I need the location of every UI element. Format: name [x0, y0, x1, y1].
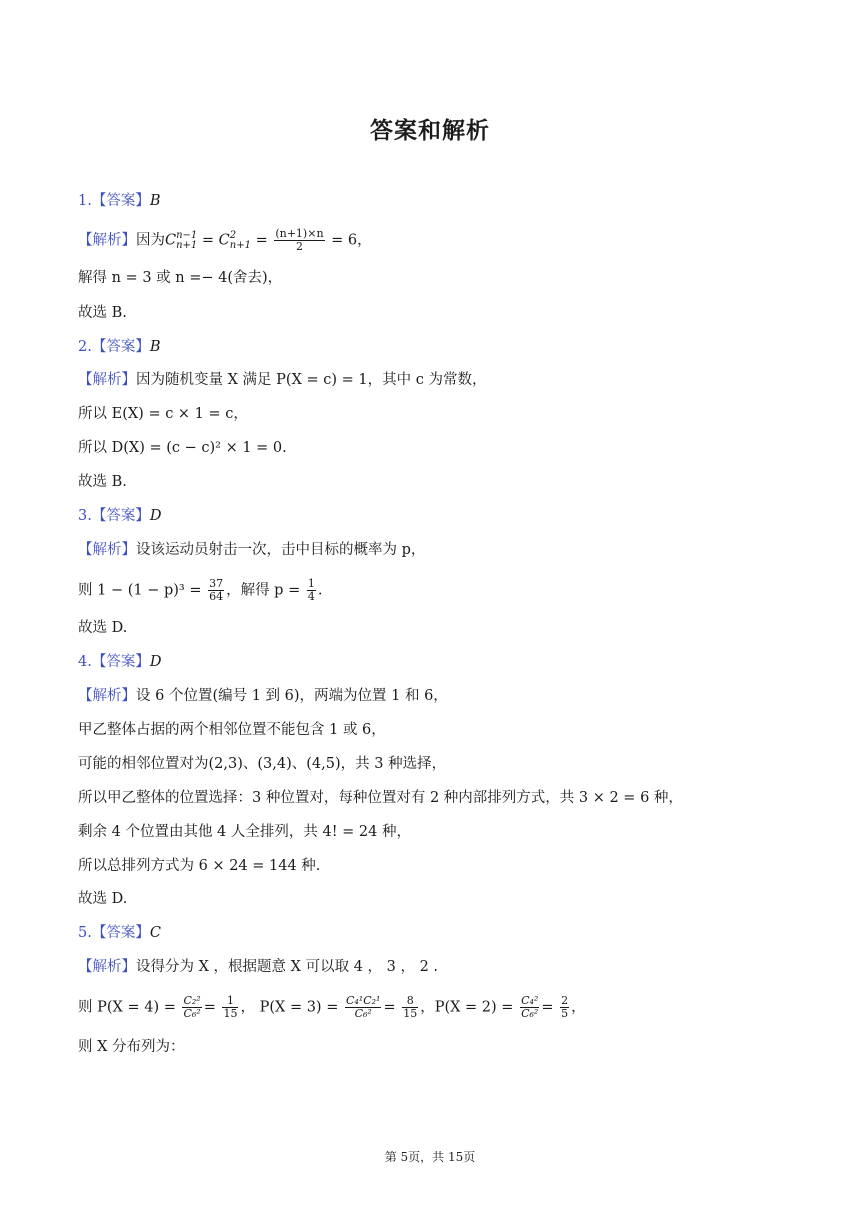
q5-p2-result: [560, 995, 569, 1020]
q1-equals: =: [201, 232, 215, 249]
q3-frac1-num: 37: [209, 577, 224, 590]
q1-frac-den: 2: [295, 240, 303, 253]
q4-line5: 剩余 4 个位置由其他 4 人全排列，共 4! = 24 种，: [78, 824, 411, 840]
q1-sup-1: n−1: [176, 229, 198, 241]
q4-line3: 可能的相邻位置对为(2,3)、(3,4)、(4,5)，共 3 种选择，: [78, 756, 447, 772]
q1-explanation-line1: [78, 228, 372, 253]
q1-answer-tag: 【答案】: [91, 193, 150, 209]
q2-line3: 所以 D(X) = (c − c)² × 1 = 0.: [78, 440, 287, 456]
q5-p3-fraction: [345, 995, 381, 1020]
q3-number: 3.: [78, 508, 92, 524]
q4-line6: 所以总排列方式为 6 × 24 = 144 种.: [78, 858, 321, 874]
q5-answer-value: C: [149, 925, 161, 941]
q5-explanation-tag: 【解析】: [78, 959, 136, 975]
q3-frac1-den: 64: [209, 590, 224, 603]
q5-p3-num: C₄¹C₂¹: [345, 994, 381, 1007]
q3-explanation-tag: 【解析】: [78, 542, 136, 558]
q5-p2-pre: ，P(X = 2) =: [420, 999, 514, 1016]
q4-line7: 故选 D.: [78, 891, 128, 907]
q5-p3-rnum: 8: [402, 995, 418, 1008]
q1-frac-num: (n+1)×n: [275, 227, 324, 240]
q2-line4: 故选 B.: [78, 474, 127, 490]
q3-line2: [78, 578, 322, 603]
q1-fraction: [274, 228, 324, 253]
q5-explanation-line1: [78, 957, 438, 977]
q5-line3: 则 X 分布列为：: [78, 1039, 185, 1055]
q1-explanation-tag: 【解析】: [78, 232, 136, 249]
q1-answer-value: B: [149, 193, 161, 209]
q5-answer-line: [78, 923, 161, 943]
q5-p3-den: C₆²: [354, 1007, 372, 1020]
q3-fraction-1: [208, 578, 224, 603]
q1-combination-c: C: [165, 232, 177, 249]
q5-number: 5.: [78, 925, 92, 941]
q5-p3-pre: ， P(X = 3) =: [240, 999, 339, 1016]
q4-line1: 设 6 个位置(编号 1 到 6)，两端为位置 1 和 6，: [136, 688, 448, 704]
q2-explanation-line1: [78, 370, 486, 390]
q3-line2-pre: 则 1 − (1 − p)³ =: [78, 582, 202, 599]
q5-p4-num: C₂²: [183, 994, 201, 1007]
q1-supsub-1: [176, 231, 197, 251]
q5-p4-rden: 15: [223, 1007, 238, 1020]
q5-line1: 设得分为 X ，根据题意 X 可以取 4 ， 3 ， 2 .: [136, 959, 439, 975]
q5-p3-result: [402, 995, 418, 1020]
q4-answer-line: [78, 652, 161, 672]
page-title: 答案和解析: [370, 118, 490, 144]
q2-line1: 因为随机变量 X 满足 P(X = c) = 1，其中 c 为常数，: [136, 372, 487, 388]
q4-number: 4.: [78, 654, 92, 670]
q1-line3: 故选 B.: [78, 305, 127, 321]
q4-explanation-tag: 【解析】: [78, 688, 136, 704]
q3-fraction-2: [307, 578, 316, 603]
q2-number: 2.: [78, 339, 92, 355]
q5-p4-eq: =: [203, 999, 216, 1016]
q3-line2-end: .: [317, 582, 323, 599]
q1-supsub-2: [230, 231, 251, 251]
q5-p3-rden: 15: [403, 1007, 418, 1020]
q1-combination-c2: C: [218, 232, 230, 249]
q1-line2: 解得 n = 3 或 n =− 4(舍去)，: [78, 270, 283, 286]
q1-result: = 6，: [331, 232, 372, 249]
q5-p2-rnum: 2: [561, 994, 569, 1007]
q5-line2: [78, 995, 586, 1020]
q1-text: 因为: [136, 232, 165, 249]
q3-explanation-line1: [78, 540, 425, 560]
q4-line4: 所以甲乙整体的位置选择：3 种位置对，每种位置对有 2 种内部排列方式，共 3 × 2 = 6 种，: [78, 790, 683, 806]
q1-sup-2: 2: [229, 229, 237, 241]
q1-equals-2: =: [255, 232, 268, 249]
q3-line3: 故选 D.: [78, 620, 128, 636]
q5-p4-rnum: 1: [222, 995, 238, 1008]
q3-answer-line: [78, 506, 161, 526]
q3-line2-mid: ，解得 p =: [226, 582, 301, 599]
q5-p4-den: C₆²: [183, 1007, 201, 1020]
q4-answer-tag: 【答案】: [91, 654, 150, 670]
q3-frac2-den: 4: [307, 590, 315, 603]
page-footer: 第 5页，共 15页: [384, 1150, 476, 1164]
q1-sub-2: n+1: [229, 239, 251, 251]
q5-answer-tag: 【答案】: [91, 925, 150, 941]
q4-answer-value: D: [149, 654, 162, 670]
q2-line2: 所以 E(X) = c × 1 = c，: [78, 406, 248, 422]
q3-answer-value: D: [149, 508, 162, 524]
q3-line1: 设该运动员射击一次，击中目标的概率为 p，: [136, 542, 426, 558]
q5-p3-eq: =: [383, 999, 396, 1016]
q5-p2-num: C₄²: [521, 994, 539, 1007]
q3-answer-tag: 【答案】: [91, 508, 150, 524]
q1-number: 1.: [78, 193, 92, 209]
q2-answer-value: B: [149, 339, 161, 355]
q2-explanation-tag: 【解析】: [78, 372, 136, 388]
q5-p2-den: C₆²: [521, 1007, 539, 1020]
q5-p2-rden: 5: [561, 1007, 569, 1020]
q5-p4-fraction: [182, 995, 201, 1020]
q5-p2-eq: =: [541, 999, 554, 1016]
q3-frac2-num: 1: [307, 577, 315, 590]
q1-sub-1: n+1: [176, 239, 198, 251]
q5-p2-fraction: [520, 995, 539, 1020]
q5-p4-pre: 则 P(X = 4) =: [78, 999, 176, 1016]
q1-answer-line: [78, 191, 161, 211]
q4-line2: 甲乙整体占据的两个相邻位置不能包含 1 或 6，: [78, 722, 386, 738]
q2-answer-line: [78, 337, 161, 357]
q4-explanation-line1: [78, 686, 448, 706]
q2-answer-tag: 【答案】: [91, 339, 150, 355]
q5-p4-result: [222, 995, 238, 1020]
q5-p2-end: ，: [571, 999, 586, 1016]
